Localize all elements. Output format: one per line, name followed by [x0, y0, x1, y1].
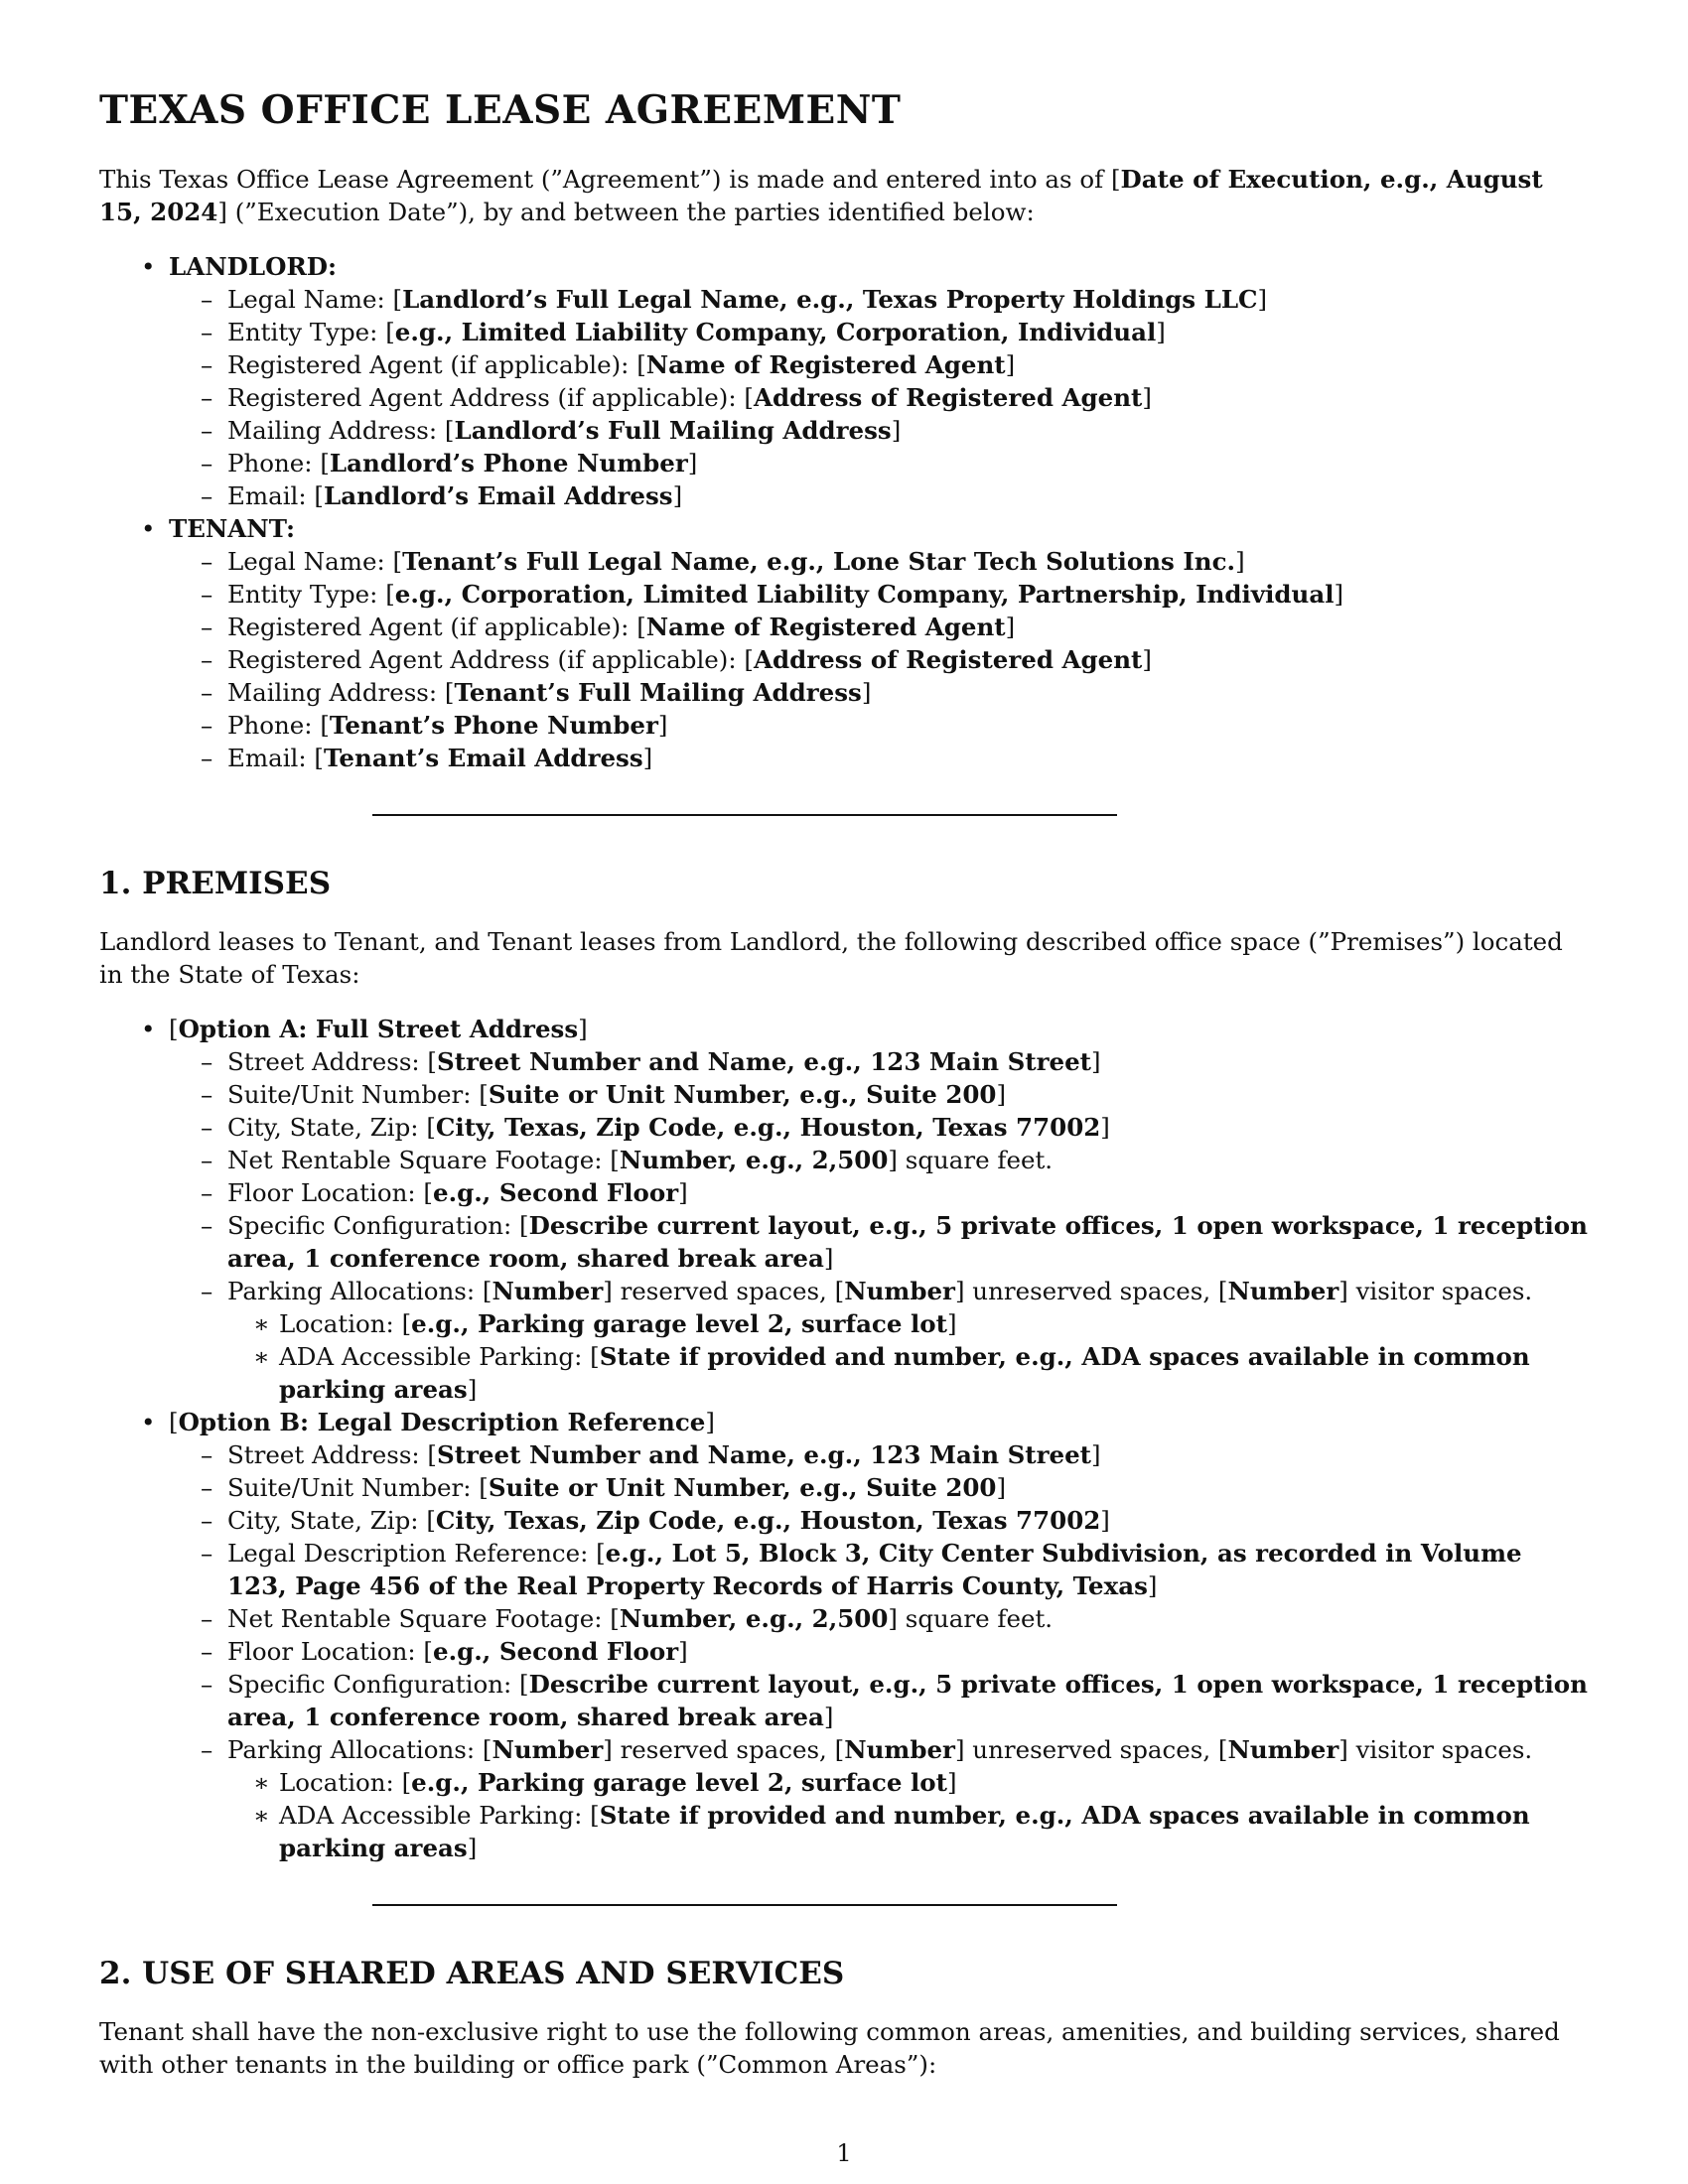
premises-detail — [169, 1537, 1589, 1602]
detail-value: State if provided and number, e.g., ADA spaces available in common parking areas — [279, 1801, 1530, 1862]
parking-unreserved-count: Number — [844, 1735, 955, 1764]
parking-text: Parking Allocations: [ — [227, 1735, 492, 1764]
bracket-close: ] — [578, 1015, 588, 1043]
tenant-detail — [169, 578, 1589, 611]
parking-detail — [227, 1799, 1589, 1864]
section-2-heading: 2. USE OF SHARED AREAS AND SERVICES — [99, 1955, 845, 1991]
parking-text: ] reserved spaces, [ — [603, 1735, 845, 1764]
detail-label: Specific Configuration: [ — [227, 1670, 529, 1699]
detail-suffix: ] — [946, 1768, 957, 1797]
page-number: 1 — [836, 2139, 852, 2167]
section-1-body: Landlord leases to Tenant, and Tenant leases from Landlord, the following described office space (”Premises”) located in the State of Texas: — [99, 927, 1563, 989]
parking-text: ] visitor spaces. — [1338, 1277, 1533, 1305]
tenant-details — [169, 545, 1589, 774]
detail-suffix: ] — [1142, 645, 1152, 674]
tenant-detail — [169, 709, 1589, 742]
detail-value: Tenant’s Email Address — [324, 744, 643, 772]
landlord-detail — [169, 283, 1589, 316]
detail-suffix: ] — [467, 1834, 478, 1862]
detail-label: Location: [ — [279, 1768, 412, 1797]
tenant-detail — [169, 643, 1589, 676]
premises-detail — [169, 1504, 1589, 1537]
detail-value: e.g., Limited Liability Company, Corporation, Individual — [394, 318, 1157, 346]
document-title: TEXAS OFFICE LEASE AGREEMENT — [99, 87, 902, 133]
bracket-open: [ — [169, 1015, 179, 1043]
detail-value: Tenant’s Full Mailing Address — [454, 678, 862, 707]
detail-label: Registered Agent (if applicable): [ — [227, 613, 646, 641]
detail-value: Tenant’s Full Legal Name, e.g., Lone Star Tech Solutions Inc. — [402, 547, 1236, 576]
detail-suffix: ] — [1334, 580, 1344, 609]
detail-value: e.g., Second Floor — [433, 1178, 679, 1207]
detail-label: Specific Configuration: [ — [227, 1211, 529, 1240]
bracket-close: ] — [705, 1408, 715, 1436]
detail-label: Street Address: [ — [227, 1047, 437, 1076]
detail-suffix: ] — [678, 1637, 688, 1666]
premises-detail — [169, 1471, 1589, 1504]
detail-label: Entity Type: [ — [227, 318, 395, 346]
detail-value: City, Texas, Zip Code, e.g., Houston, Texas 77002 — [435, 1506, 1101, 1535]
detail-label: Registered Agent (if applicable): [ — [227, 350, 646, 379]
detail-value: State if provided and number, e.g., ADA spaces available in common parking areas — [279, 1342, 1530, 1404]
detail-suffix: ] square feet. — [888, 1604, 1054, 1633]
detail-suffix: ] — [891, 416, 902, 445]
detail-label: Mailing Address: [ — [227, 416, 455, 445]
premises-detail — [169, 1111, 1589, 1144]
premises-detail — [169, 1438, 1589, 1471]
parking-reserved-count: Number — [492, 1735, 604, 1764]
detail-suffix: ] — [687, 449, 698, 478]
detail-label: Entity Type: [ — [227, 580, 395, 609]
detail-value: e.g., Corporation, Limited Liability Company, Partnership, Individual — [394, 580, 1335, 609]
parking-allocations — [169, 1733, 1589, 1864]
tenant-detail — [169, 611, 1589, 643]
detail-suffix: ] — [1235, 547, 1245, 576]
detail-label: Street Address: [ — [227, 1440, 437, 1469]
detail-suffix: ] — [996, 1080, 1007, 1109]
parking-sub-list — [227, 1766, 1589, 1864]
parking-visitor-count: Number — [1227, 1735, 1339, 1764]
detail-suffix: ] — [861, 678, 872, 707]
section-1-heading: 1. PREMISES — [99, 866, 332, 901]
parking-allocations — [169, 1275, 1589, 1406]
premises-detail — [169, 1668, 1589, 1733]
parking-visitor-count: Number — [1227, 1277, 1339, 1305]
option-a-item — [99, 1013, 1589, 1406]
landlord-heading: LANDLORD: — [169, 252, 338, 281]
premises-detail — [169, 1078, 1589, 1111]
section-divider — [372, 814, 1117, 816]
detail-label: Phone: [ — [227, 449, 330, 478]
detail-value: Number, e.g., 2,500 — [619, 1604, 889, 1633]
section-divider — [372, 1904, 1117, 1906]
bracket-open: [ — [169, 1408, 179, 1436]
detail-value: e.g., Parking garage level 2, surface lot — [411, 1768, 947, 1797]
tenant-item — [99, 512, 1589, 774]
tenant-heading: TENANT: — [169, 514, 296, 543]
option-b-item — [99, 1406, 1589, 1864]
detail-value: e.g., Second Floor — [433, 1637, 679, 1666]
detail-suffix: ] — [1090, 1047, 1101, 1076]
detail-suffix: ] — [1005, 350, 1016, 379]
detail-value: e.g., Lot 5, Block 3, City Center Subdivision, as recorded in Volume 123, Page 456 of the Real Property Records of Harris County, Texas — [227, 1539, 1522, 1600]
landlord-detail — [169, 447, 1589, 479]
detail-suffix: ] — [657, 711, 668, 740]
option-a-heading: Option A: Full Street Address — [178, 1015, 579, 1043]
detail-value: Name of Registered Agent — [645, 613, 1006, 641]
tenant-detail — [169, 742, 1589, 774]
detail-value: Describe current layout, e.g., 5 private offices, 1 open workspace, 1 reception area, 1 conference room, shared break area — [227, 1670, 1588, 1731]
parking-reserved-count: Number — [492, 1277, 604, 1305]
detail-label: Floor Location: [ — [227, 1178, 433, 1207]
premises-detail — [169, 1209, 1589, 1275]
detail-suffix: ] — [672, 481, 683, 510]
intro-text-1: This Texas Office Lease Agreement (”Agreement”) is made and entered into as of [ — [99, 165, 1121, 194]
detail-suffix: ] — [1147, 1571, 1158, 1600]
detail-label: Email: [ — [227, 481, 324, 510]
landlord-detail — [169, 316, 1589, 348]
detail-label: City, State, Zip: [ — [227, 1113, 436, 1142]
detail-value: Name of Registered Agent — [645, 350, 1006, 379]
detail-label: Mailing Address: [ — [227, 678, 455, 707]
parking-text: ] unreserved spaces, [ — [954, 1735, 1228, 1764]
detail-label: ADA Accessible Parking: [ — [279, 1801, 600, 1830]
option-b-details — [169, 1438, 1589, 1864]
premises-detail — [169, 1602, 1589, 1635]
detail-label: Legal Description Reference: [ — [227, 1539, 606, 1568]
detail-value: Street Number and Name, e.g., 123 Main Street — [437, 1440, 1091, 1469]
detail-value: Describe current layout, e.g., 5 private offices, 1 open workspace, 1 reception area, 1 conference room, shared break area — [227, 1211, 1588, 1273]
detail-value: Landlord’s Full Legal Name, e.g., Texas Property Holdings LLC — [402, 285, 1258, 314]
detail-value: City, Texas, Zip Code, e.g., Houston, Texas 77002 — [435, 1113, 1101, 1142]
detail-label: Suite/Unit Number: [ — [227, 1473, 489, 1502]
detail-label: Registered Agent Address (if applicable): [ — [227, 383, 754, 412]
premises-detail — [169, 1635, 1589, 1668]
intro-text-2: ] (”Execution Date”), by and between the parties identified below: — [217, 198, 1035, 226]
detail-label: Legal Name: [ — [227, 547, 403, 576]
premises-options-list — [99, 1013, 1589, 1864]
detail-suffix: ] — [1100, 1113, 1110, 1142]
parking-detail — [227, 1766, 1589, 1799]
detail-label: Net Rentable Square Footage: [ — [227, 1604, 620, 1633]
premises-detail — [169, 1045, 1589, 1078]
detail-label: Location: [ — [279, 1309, 412, 1338]
detail-value: e.g., Parking garage level 2, surface lot — [411, 1309, 947, 1338]
detail-suffix: ] — [1090, 1440, 1101, 1469]
detail-value: Suite or Unit Number, e.g., Suite 200 — [488, 1080, 997, 1109]
detail-suffix: ] — [678, 1178, 688, 1207]
detail-label: Registered Agent Address (if applicable): [ — [227, 645, 754, 674]
detail-value: Street Number and Name, e.g., 123 Main Street — [437, 1047, 1091, 1076]
detail-suffix: ] — [467, 1375, 478, 1404]
section-2-body: Tenant shall have the non-exclusive right to use the following common areas, amenities, and building services, shared with other tenants in the building or office park (”Common Areas”): — [99, 2016, 1560, 2079]
detail-value: Address of Registered Agent — [753, 383, 1143, 412]
detail-suffix: ] — [1142, 383, 1152, 412]
parties-list — [99, 250, 1589, 774]
premises-detail — [169, 1144, 1589, 1176]
parking-text: ] reserved spaces, [ — [603, 1277, 845, 1305]
detail-label: Floor Location: [ — [227, 1637, 433, 1666]
parking-text: ] visitor spaces. — [1338, 1735, 1533, 1764]
option-a-details — [169, 1045, 1589, 1406]
landlord-details — [169, 283, 1589, 512]
tenant-detail — [169, 545, 1589, 578]
detail-label: Suite/Unit Number: [ — [227, 1080, 489, 1109]
detail-value: Address of Registered Agent — [753, 645, 1143, 674]
detail-label: Phone: [ — [227, 711, 330, 740]
detail-suffix: ] — [642, 744, 653, 772]
premises-detail — [169, 1176, 1589, 1209]
detail-label: ADA Accessible Parking: [ — [279, 1342, 600, 1371]
detail-label: Legal Name: [ — [227, 285, 403, 314]
detail-label: Net Rentable Square Footage: [ — [227, 1146, 620, 1174]
parking-text: Parking Allocations: [ — [227, 1277, 492, 1305]
detail-suffix: ] — [996, 1473, 1007, 1502]
detail-value: Suite or Unit Number, e.g., Suite 200 — [488, 1473, 997, 1502]
landlord-detail — [169, 414, 1589, 447]
landlord-detail — [169, 381, 1589, 414]
parking-unreserved-count: Number — [844, 1277, 955, 1305]
parking-text: ] unreserved spaces, [ — [954, 1277, 1228, 1305]
landlord-detail — [169, 479, 1589, 512]
intro-execution-date: Date of Execution, e.g., August 15, 2024 — [99, 165, 1543, 226]
detail-suffix: ] square feet. — [888, 1146, 1054, 1174]
landlord-item — [99, 250, 1589, 512]
parking-detail — [227, 1340, 1589, 1406]
tenant-detail — [169, 676, 1589, 709]
parking-detail — [227, 1307, 1589, 1340]
intro-paragraph — [99, 163, 1589, 228]
detail-label: Email: [ — [227, 744, 324, 772]
detail-suffix: ] — [823, 1703, 834, 1731]
detail-suffix: ] — [1005, 613, 1016, 641]
detail-value: Landlord’s Email Address — [324, 481, 673, 510]
parking-sub-list — [227, 1307, 1589, 1406]
detail-suffix: ] — [1156, 318, 1166, 346]
detail-value: Landlord’s Full Mailing Address — [454, 416, 892, 445]
detail-value: Tenant’s Phone Number — [329, 711, 658, 740]
detail-label: City, State, Zip: [ — [227, 1506, 436, 1535]
detail-suffix: ] — [946, 1309, 957, 1338]
detail-suffix: ] — [1257, 285, 1268, 314]
option-b-heading: Option B: Legal Description Reference — [178, 1408, 706, 1436]
detail-value: Number, e.g., 2,500 — [619, 1146, 889, 1174]
landlord-detail — [169, 348, 1589, 381]
detail-value: Landlord’s Phone Number — [329, 449, 688, 478]
detail-suffix: ] — [823, 1244, 834, 1273]
detail-suffix: ] — [1100, 1506, 1110, 1535]
document-page — [99, 87, 1589, 2103]
